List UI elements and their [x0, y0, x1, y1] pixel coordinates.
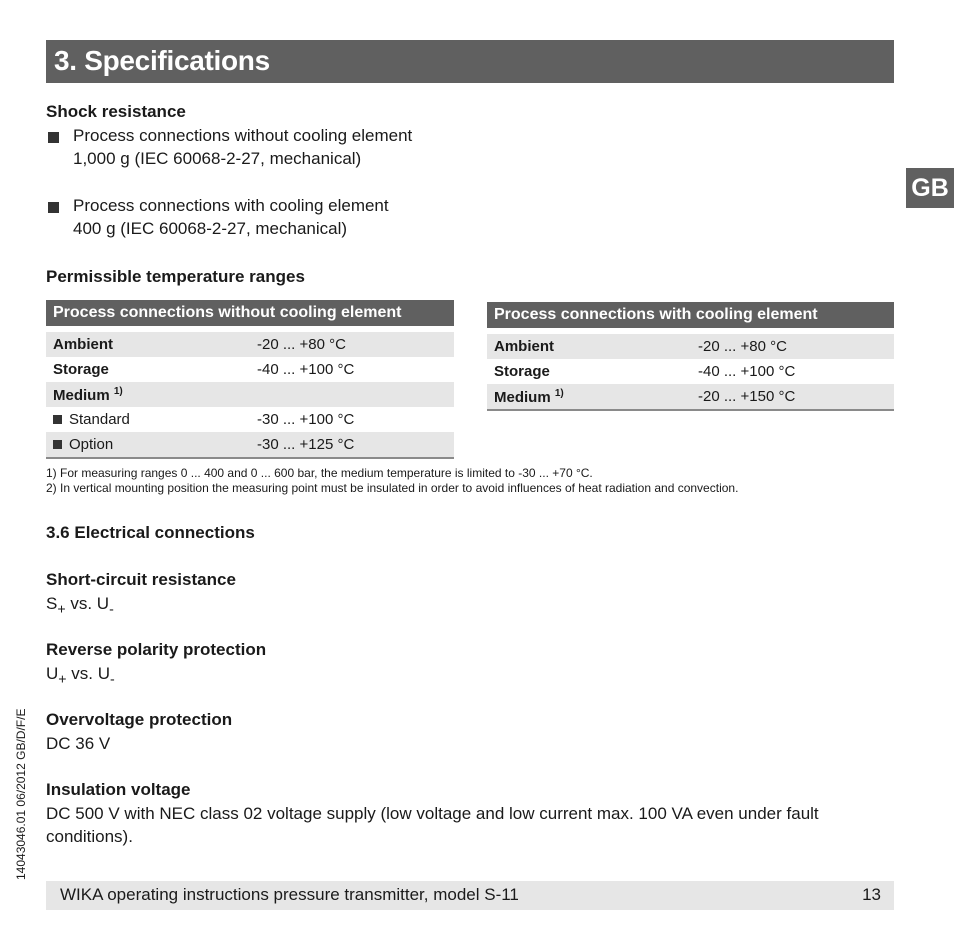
table-row — [46, 382, 454, 407]
shock-item-1-line2: 1,000 g (IEC 60068-2-27, mechanical) — [73, 149, 362, 168]
row-label-medium — [487, 384, 691, 410]
footnote-ref: 1) — [113, 385, 123, 397]
page-title: 3. Specifications — [54, 45, 270, 76]
row-value: -40 ... +100 °C — [257, 361, 355, 378]
short-circuit-value — [46, 594, 114, 617]
table-row — [46, 432, 454, 458]
square-bullet-icon — [53, 440, 62, 449]
row-value: -30 ... +125 °C — [250, 432, 454, 458]
language-tab: GB — [906, 168, 954, 208]
row-value: -20 ... +150 °C — [691, 384, 894, 410]
row-label: Standard — [69, 411, 130, 428]
row-label: Storage — [494, 363, 550, 380]
table-row — [46, 357, 454, 382]
row-label-standard — [46, 407, 250, 432]
row-label: Option — [69, 436, 114, 453]
row-value: -30 ... +100 °C — [257, 411, 355, 428]
overvoltage-heading: Overvoltage protection — [46, 710, 233, 729]
insulation-line-1: DC 500 V with NEC class 02 voltage supply (low voltage and low current max. 100 VA even under fault — [46, 804, 819, 823]
shock-item-2-line1: Process connections with cooling element — [73, 196, 389, 215]
row-label-option — [46, 432, 250, 458]
row-value — [250, 382, 454, 407]
signal-a-sub: + — [58, 671, 67, 688]
temp-heading: Permissible temperature ranges — [46, 267, 305, 286]
row-value: -20 ... +80 °C — [691, 334, 894, 359]
signal-a: S — [46, 594, 58, 613]
row-label: Ambient — [487, 334, 691, 359]
footnote-ref: 1) — [554, 387, 564, 399]
insulation-line-2: conditions). — [46, 827, 133, 846]
square-bullet-icon — [48, 132, 59, 143]
shock-heading: Shock resistance — [46, 102, 186, 121]
table-row — [46, 407, 454, 432]
footnote-1: 1) For measuring ranges 0 ... 400 and 0 ... 600 bar, the medium temperature is limited to -30 ... +70 °C. — [46, 466, 593, 480]
square-bullet-icon — [48, 202, 59, 213]
electrical-heading: 3.6 Electrical connections — [46, 523, 255, 542]
temp-table-with-cooling — [487, 302, 894, 411]
short-circuit-heading: Short-circuit resistance — [46, 570, 236, 589]
document-code: 14043046.01 06/2012 GB/D/F/E — [14, 708, 28, 880]
reverse-polarity-heading: Reverse polarity protection — [46, 640, 267, 659]
signal-b-sub: - — [110, 671, 115, 688]
insulation-heading: Insulation voltage — [46, 780, 191, 799]
signal-b-sub: - — [109, 601, 114, 618]
signal-mid: vs. U — [65, 594, 110, 613]
table-row — [487, 359, 894, 384]
signal-a: U — [46, 664, 59, 683]
table-row — [487, 384, 894, 410]
row-value: -40 ... +100 °C — [698, 363, 796, 380]
signal-mid: vs. U — [66, 664, 111, 683]
square-bullet-icon — [53, 415, 62, 424]
row-label: Ambient — [46, 332, 250, 357]
row-label: Medium — [53, 386, 110, 404]
table-row — [46, 332, 454, 357]
table-row — [487, 334, 894, 359]
footnote-2: 2) In vertical mounting position the measuring point must be insulated in order to avoid influences of heat radiation and convection. — [46, 481, 739, 495]
shock-item-1-line1: Process connections without cooling element — [73, 126, 413, 145]
overvoltage-value: DC 36 V — [46, 734, 111, 753]
reverse-polarity-value — [46, 664, 115, 687]
page-number: 13 — [862, 885, 881, 904]
table-header: Process connections without cooling element — [46, 300, 454, 326]
temp-table-without-cooling — [46, 300, 454, 459]
table-header: Process connections with cooling element — [487, 302, 894, 328]
row-label: Medium — [494, 388, 551, 406]
footer-text: WIKA operating instructions pressure transmitter, model S-11 — [60, 885, 519, 904]
section-title-bar — [46, 40, 894, 83]
footer-bar — [46, 881, 894, 910]
row-value: -20 ... +80 °C — [250, 332, 454, 357]
row-label: Storage — [53, 361, 109, 378]
signal-a-sub: + — [57, 601, 66, 618]
shock-item-2-line2: 400 g (IEC 60068-2-27, mechanical) — [73, 219, 348, 238]
row-label-medium — [46, 382, 250, 407]
